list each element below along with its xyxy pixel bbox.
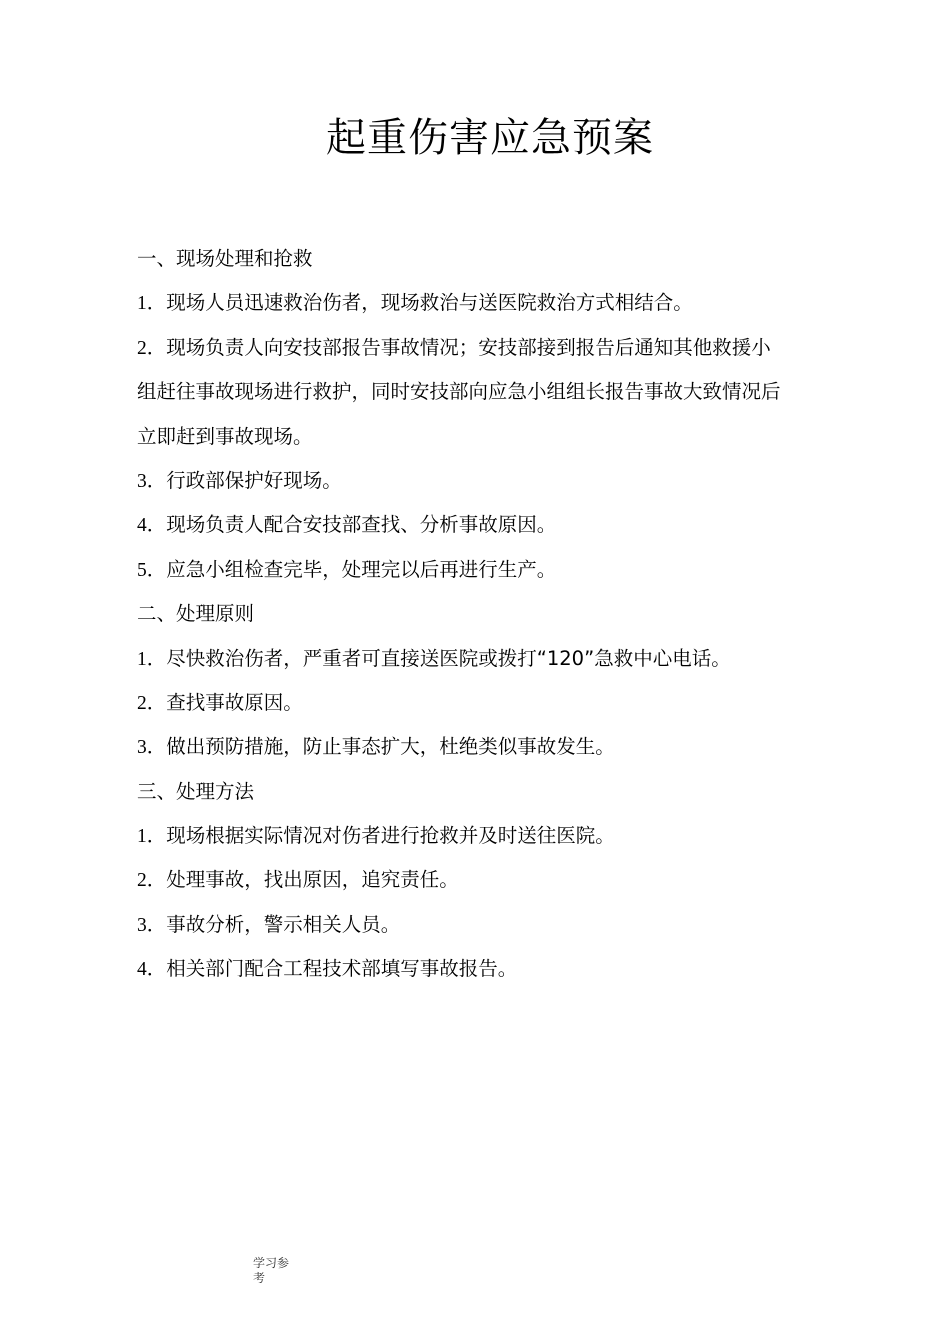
page-title: 起重伤害应急预案 bbox=[326, 115, 654, 161]
list-item bbox=[137, 281, 847, 325]
list-item bbox=[137, 858, 847, 902]
list-item bbox=[137, 637, 847, 681]
section-heading: 一、现场处理和抢救 bbox=[137, 247, 313, 270]
item-text: 处理事故，找出原因，追究责任。 bbox=[166, 868, 459, 892]
list-item bbox=[137, 947, 847, 991]
item-text: 尽快救治伤者，严重者可直接送医院或拨打“120”急救中心电话。 bbox=[166, 646, 731, 670]
list-item bbox=[137, 725, 847, 769]
list-item bbox=[137, 903, 847, 947]
section-heading: 三、处理方法 bbox=[137, 779, 255, 803]
item-text: 现场负责人向安技部报告事故情况；安技部接到报告后通知其他救援小 bbox=[166, 335, 771, 359]
list-item bbox=[137, 503, 847, 547]
item-text: 事故分析，警示相关人员。 bbox=[166, 912, 401, 936]
list-item-continuation: 立即赶到事故现场。 bbox=[137, 424, 313, 448]
item-text: 查找事故原因。 bbox=[166, 690, 303, 714]
item-number: 5． bbox=[137, 559, 167, 581]
item-number: 1． bbox=[137, 826, 167, 848]
list-item bbox=[137, 326, 847, 370]
item-text: 现场根据实际情况对伤者进行抢救并及时送往医院。 bbox=[166, 824, 615, 848]
item-number: 3． bbox=[137, 470, 167, 492]
list-item bbox=[137, 548, 847, 592]
item-text: 相关部门配合工程技术部填写事故报告。 bbox=[166, 957, 518, 981]
item-number: 4． bbox=[137, 959, 167, 981]
item-text: 现场负责人配合安技部查找、分析事故原因。 bbox=[166, 513, 557, 537]
item-text: 做出预防措施，防止事态扩大，杜绝类似事故发生。 bbox=[166, 735, 615, 759]
section-heading: 二、处理原则 bbox=[137, 602, 255, 626]
footer-note: 学习参考 bbox=[253, 1256, 290, 1285]
list-item bbox=[137, 459, 847, 503]
item-number: 2． bbox=[137, 692, 167, 714]
item-text: 行政部保护好现场。 bbox=[166, 468, 342, 492]
item-number: 2． bbox=[137, 870, 167, 892]
item-number: 2． bbox=[137, 337, 167, 359]
item-number: 1． bbox=[137, 648, 167, 670]
item-text: 应急小组检查完毕，处理完以后再进行生产。 bbox=[166, 557, 557, 581]
list-item-continuation: 组赶往事故现场进行救护，同时安技部向应急小组组长报告事故大致情况后 bbox=[137, 380, 781, 404]
item-number: 4． bbox=[137, 515, 167, 537]
item-text: 现场人员迅速救治伤者，现场救治与送医院救治方式相结合。 bbox=[166, 291, 693, 315]
document-body bbox=[137, 237, 847, 992]
item-number: 3． bbox=[137, 914, 167, 936]
list-item bbox=[137, 814, 847, 858]
item-number: 3． bbox=[137, 737, 167, 759]
item-number: 1． bbox=[137, 293, 167, 315]
list-item bbox=[137, 681, 847, 725]
